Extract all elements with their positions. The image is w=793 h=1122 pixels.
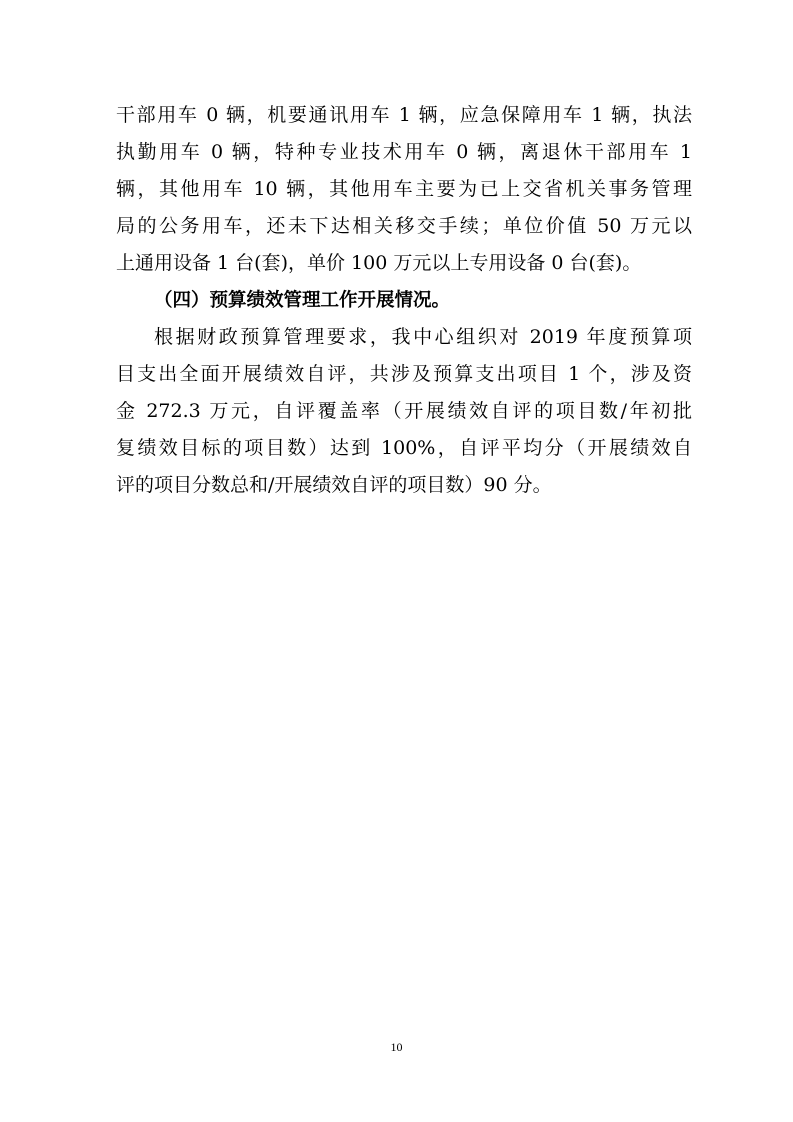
paragraph1-line-1: 干部用车 0 辆，机要通讯用车 1 辆，应急保障用车 1 辆，执法 bbox=[116, 104, 692, 126]
page-number: 10 bbox=[390, 1040, 403, 1054]
paragraph2-line-4: 复绩效目标的项目数）达到 100%，自评平均分（开展绩效自 bbox=[116, 437, 692, 459]
paragraph1-line-4: 局的公务用车，还未下达相关移交手续；单位价值 50 万元以 bbox=[116, 215, 692, 237]
paragraph1-line-5: 上通用设备 1 台(套)，单价 100 万元以上专用设备 0 台(套)。 bbox=[116, 252, 642, 274]
body-text bbox=[116, 97, 692, 504]
paragraph2-line-2: 目支出全面开展绩效自评，共涉及预算支出项目 1 个，涉及资 bbox=[116, 363, 692, 385]
paragraph2-line-3: 金 272.3 万元，自评覆盖率（开展绩效自评的项目数/年初批 bbox=[116, 400, 692, 422]
section-heading: （四）预算绩效管理工作开展情况。 bbox=[154, 290, 451, 311]
paragraph2-line-1: 根据财政预算管理要求，我中心组织对 2019 年度预算项 bbox=[154, 326, 692, 348]
paragraph1-line-3: 辆，其他用车 10 辆，其他用车主要为已上交省机关事务管理 bbox=[116, 178, 692, 200]
paragraph1-line-2: 执勤用车 0 辆，特种专业技术用车 0 辆，离退休干部用车 1 bbox=[116, 141, 692, 163]
paragraph2-line-5: 评的项目分数总和/开展绩效自评的项目数）90 分。 bbox=[116, 474, 552, 496]
